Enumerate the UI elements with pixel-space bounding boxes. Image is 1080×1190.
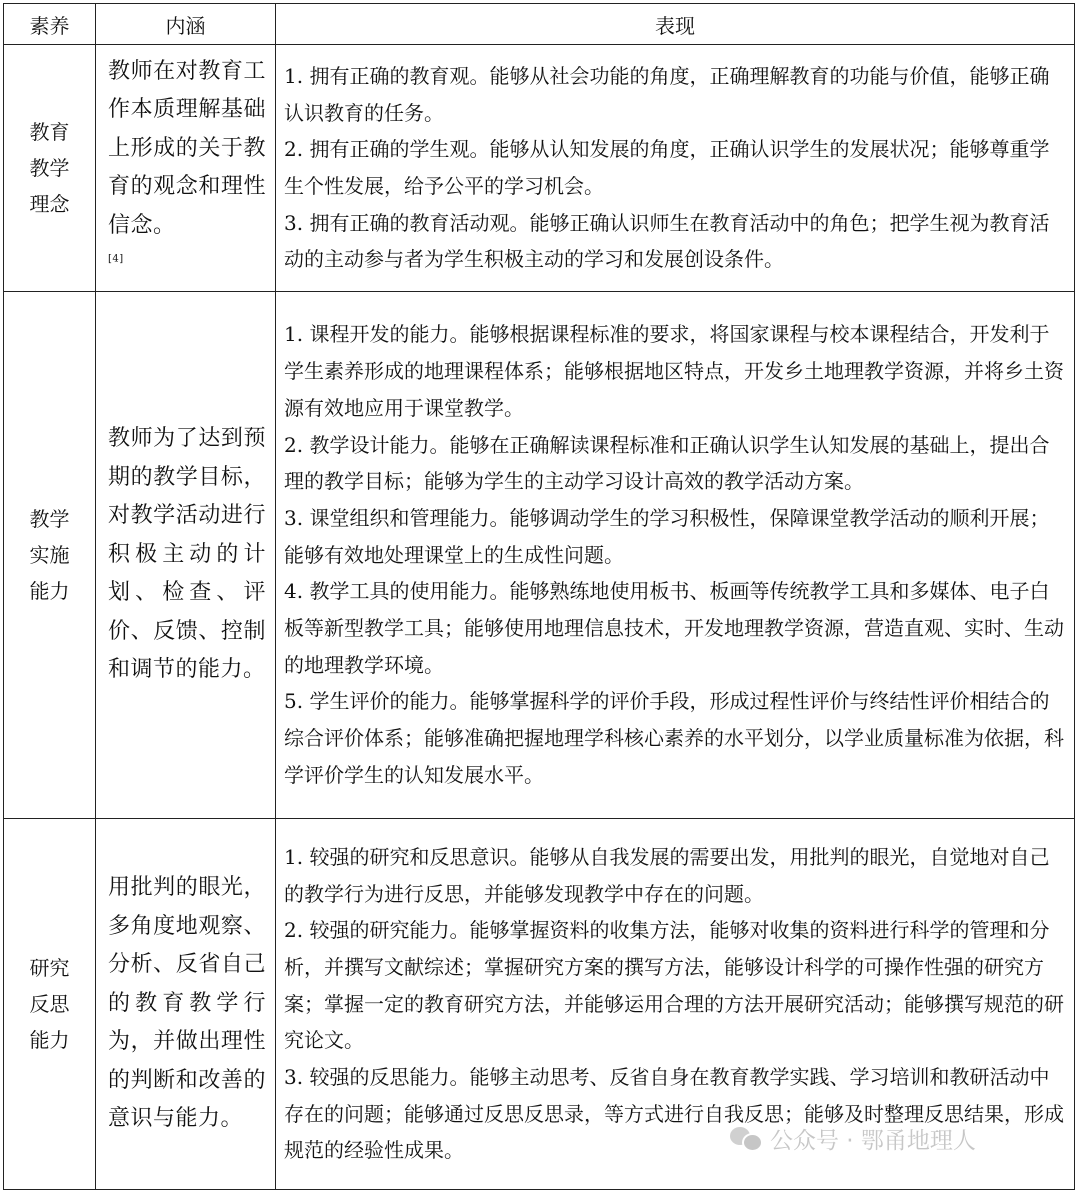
watermark [730, 1118, 1070, 1158]
category-line: 能力 [29, 1028, 70, 1052]
connotation-cell [96, 819, 276, 1190]
header-performance: 表现 [276, 4, 1075, 45]
category-cell [4, 292, 96, 819]
performance-cell [276, 45, 1075, 292]
connotation-cell [96, 292, 276, 819]
category-line: 教学 [29, 507, 70, 531]
category-line: 理念 [29, 192, 70, 216]
connotation-text: 教师为了达到预期的教学目标，对教学活动进行积极主动的计划、检查、评价、反馈、控制和调节的能力。 [108, 426, 266, 683]
connotation-text: 教师在对教育工作本质理解基础上形成的关于教育的观念和理性信念。 [108, 58, 266, 238]
category-line: 教育 [29, 120, 70, 144]
performance-item: 5. 学生评价的能力。能够掌握科学的评价手段，形成过程性评价与终结性评价相结合的综合评价体系；能够准确把握地理学科核心素养的水平划分，以学业质量标准为依据，科学评价学生的认知发展水平。 [284, 689, 1064, 787]
performance-item: 3. 拥有正确的教育活动观。能够正确认识师生在教育活动中的角色；把学生视为教育活动的主动参与者为学生积极主动的学习和发展创设条件。 [284, 210, 1050, 272]
performance-item: 1. 课程开发的能力。能够根据课程标准的要求，将国家课程与校本课程结合，开发利于学生素养形成的地理课程体系；能够根据地区特点，开发乡土地理教学资源，并将乡土资源有效地应用于课堂教学。 [284, 322, 1064, 420]
category-line: 研究 [29, 956, 70, 980]
performance-item: 3. 较强的反思能力。能够主动思考、反省自身在教育教学实践、学习培训和教研活动中存在的问题；能够通过反思反思录，等方式进行自我反思；能够及时整理反思结果，形成规范的经验性成果。 [284, 1065, 1064, 1163]
header-connotation: 内涵 [96, 4, 276, 45]
table-header-row [4, 4, 1075, 45]
header-literacy: 素养 [4, 4, 96, 45]
performance-item: 4. 教学工具的使用能力。能够熟练地使用板书、板画等传统教学工具和多媒体、电子白板等新型教学工具；能够使用地理信息技术，开发地理教学资源，营造直观、实时、生动的地理教学环境。 [284, 579, 1064, 677]
reference-mark: [4] [108, 253, 124, 265]
category-line: 反思 [29, 992, 70, 1016]
category-cell [4, 45, 96, 292]
performance-item: 2. 拥有正确的学生观。能够从认知发展的角度，正确认识学生的发展状况；能够尊重学生个性发展，给予公平的学习机会。 [284, 137, 1050, 198]
category-line: 实施 [29, 543, 70, 567]
performance-item: 2. 较强的研究能力。能够掌握资料的收集方法，能够对收集的资料进行科学的管理和分析，并撰写文献综述；掌握研究方案的撰写方法，能够设计科学的可操作性强的研究方案；掌握一定的教育研究方法，并能够运用合理的方法开展研究活动；能够撰写规范的研究论文。 [284, 918, 1064, 1053]
category-line: 能力 [29, 579, 70, 603]
literacy-table [3, 3, 1075, 1190]
performance-item: 1. 拥有正确的教育观。能够从社会功能的角度，正确理解教育的功能与价值，能够正确认识教育的任务。 [284, 63, 1050, 125]
performance-item: 3. 课堂组织和管理能力。能够调动学生的学习积极性，保障课堂教学活动的顺利开展；能够有效地处理课堂上的生成性问题。 [284, 505, 1050, 567]
performance-item: 1. 较强的研究和反思意识。能够从自我发展的需要出发，用批判的眼光，自觉地对自己的教学行为进行反思，并能够发现教学中存在的问题。 [284, 844, 1050, 906]
performance-cell [276, 292, 1075, 819]
table-row [4, 292, 1075, 819]
category-line: 教学 [29, 156, 70, 180]
performance-item: 2. 教学设计能力。能够在正确解读课程标准和正确认识学生认知发展的基础上，提出合理的教学目标；能够为学生的主动学习设计高效的教学活动方案。 [284, 432, 1050, 494]
wechat-icon [730, 1125, 760, 1151]
category-cell [4, 819, 96, 1190]
watermark-text: 公众号 · 鄂甬地理人 [770, 1127, 976, 1154]
connotation-text: 用批判的眼光，多角度地观察、分析、反省自己的教育教学行为，并做出理性的判断和改善的意识与能力。 [108, 875, 266, 1132]
connotation-cell [96, 45, 276, 292]
table-row [4, 45, 1075, 292]
